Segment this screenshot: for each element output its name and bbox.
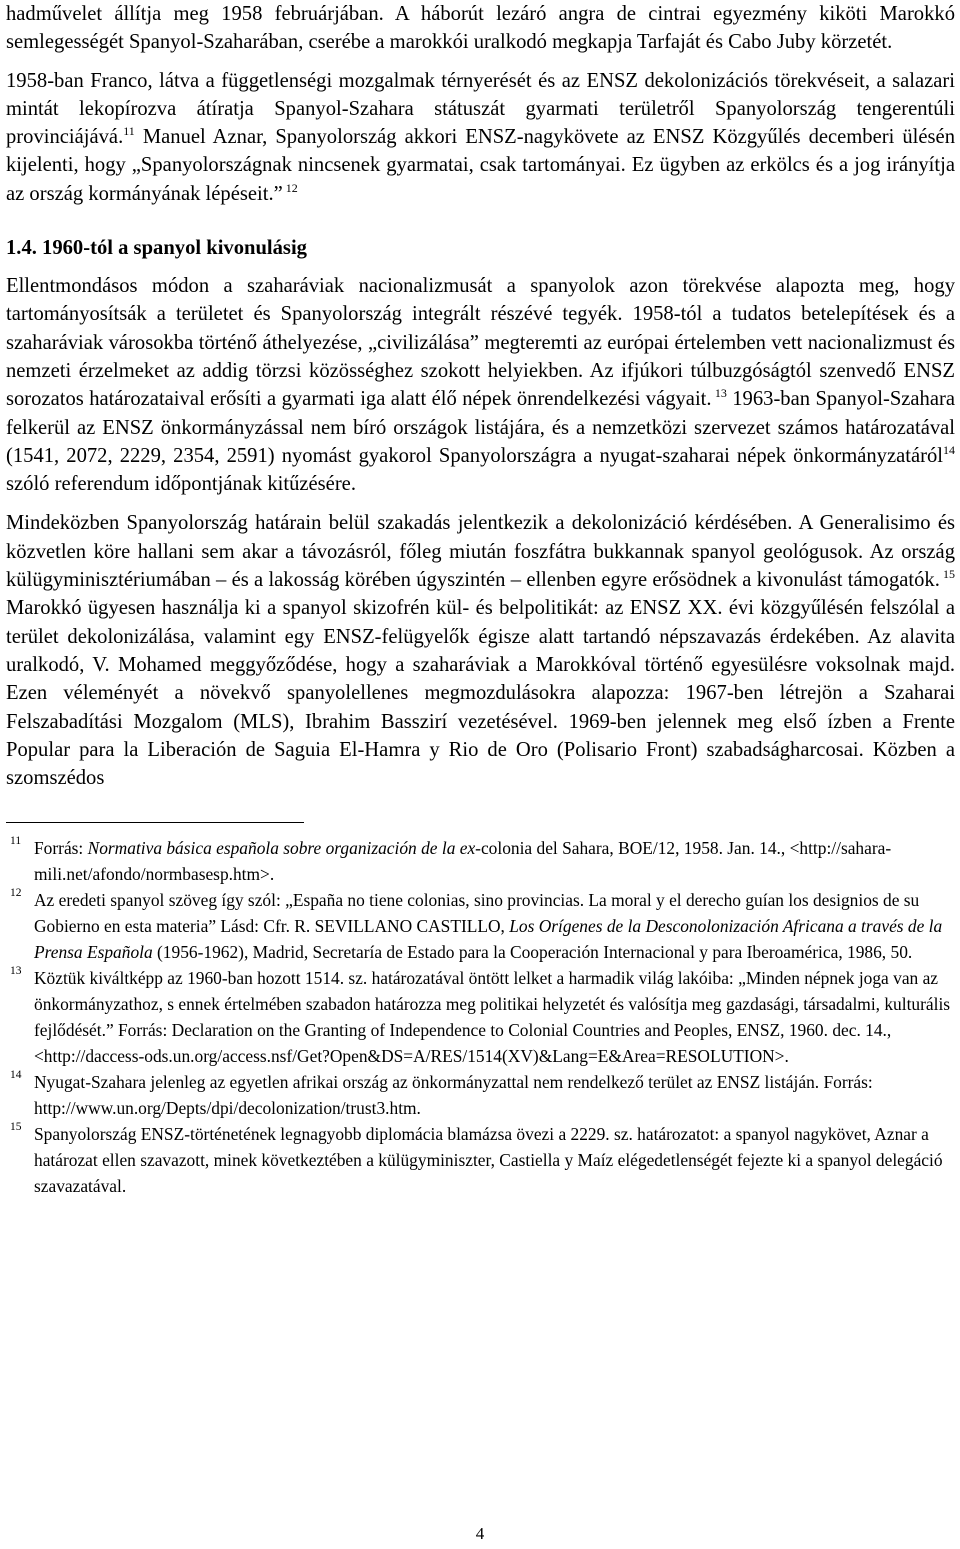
document-page [6,0,955,1199]
footnote-number: 13 [10,965,22,978]
footnote-text: Spanyolország ENSZ-történetének legnagyobb diplomácia blamázsa övezi a 2229. sz. határozatot: a spanyol nagykövet, Aznar a határozat ellen szavazott, minek következtében a külügyminiszter, Castiella y Maíz elégedetlenségét fejezte ki a spanyol delegáció szavazatával. [34,1124,943,1197]
paragraph-3 [6,272,955,498]
footnote-title: Los Orígenes de la Desconolonización Africana a través de la Prensa Española [34,916,943,963]
footnote-title: Normativa básica española sobre organización de la ex [87,838,476,859]
paragraph-4-text-b: Marokkó ügyesen használja ki a spanyol skizofrén kül- és belpolitikát: az ENSZ XX. évi közgyűlésén felszólal a terület dekolonizálása, valamint egy ENSZ-felügyelők égisze alatt tartandó népszavazás érdekében. Az alavita uralkodó, V. Mohamed meggyőződése, hogy a szaharáviak a Marokkóval történő egyesülésre voksolnak majd. Ezen véleményét a növekvő spanyolellenes megmozdulásokra alapozza: 1967-ben létrejön a Szaharai Felszabadítási Mozgalom (MLS), Ibrahim Basszirí vezetésével. 1969-ben jelennek meg első ízben a Frente Popular para la Liberación de Saguia El-Hamra y Rio de Oro (Polisario Front) szabadságharcosai. Közben a szomszédos [6,597,955,790]
footnote-number: 15 [10,1121,22,1134]
footnote-text: Nyugat-Szahara jelenleg az egyetlen afrikai ország az önkormányzattal nem rendelkező terület az ENSZ listáján. Forrás: http://www.un.org/Depts/dpi/decolonization/trust3.htm. [34,1072,873,1119]
paragraph-2 [6,67,955,208]
footnote-text: Az eredeti spanyol szöveg így szól: „España no tiene colonias, sino provincias. La moral y el derecho guían los designios de su Gobierno en esta materia” Lásd: Cfr. R. SEVILLANO CASTILLO, [34,890,920,937]
paragraph-2-text-a: 1958-ban Franco, látva a függetlenségi mozgalmak térnyerését és az ENSZ dekolonizációs törekvéseit, a salazari mintát lekopírozva átíratja Spanyol-Szahara státuszát gyarmati területről Spanyolország tengerentúli provinciájává. [6,69,955,149]
paragraph-3-text-b: 1963-ban Spanyol-Szahara felkerül az ENSZ önkormányzással nem bíró országok listájára, és a nemzetközi szervezet számos határozatával (1541, 2072, 2229, 2354, 2591) nyomást gyakorol Spanyolországra a nyugat-szaharai népek önkormányzatáról [6,388,955,467]
footnote-number: 12 [10,887,22,900]
footnote-14 [6,1069,955,1121]
footnote-text-rest: -colonia del Sahara, BOE/12, 1958. Jan. 14., <http://sahara-mili.net/afondo/normbasesp.htm>. [34,838,892,885]
footnote-ref-15[interactable]: 15 [939,567,955,582]
paragraph-1 [6,0,955,57]
footnote-ref-13[interactable]: 13 [711,386,727,401]
paragraph-4-text-a: Mindeközben Spanyolország határain belül szakadás jelentkezik a dekolonizáció kérdésében. A Generalisimo és közvetlen köre hallani sem akar a távozásról, főleg miután foszfátra bukkannak spanyol geológusok. Az ország külügyminisztériumában – és a lakosság körében úgyszintén – ellenben egyre erősödnek a kivonulást támogatók. [6,512,955,592]
footnote-text-rest: (1956-1962), Madrid, Secretaría de Estado para la Cooperación Internacional y para Iberoamérica, 1986, 50. [152,942,913,963]
footnote-ref-11[interactable]: 11 [123,124,135,139]
footnote-ref-12[interactable]: 12 [282,180,298,195]
page-number: 4 [475,1524,485,1543]
footnote-text: Köztük kiváltképp az 1960-ban hozott 1514. sz. határozatával öntött lelket a harmadik világ lakóiba: „Minden népnek joga van az önkormányzathoz, s ennek értelmében szabadon határozza meg politikai helyzetét és valósítja meg gazdasági, társadalmi, kulturális fejlődését.” Forrás: Declaration on the Granting of Independence to Colonial Countries and Peoples, ENSZ, 1960. dec. 14., <http://daccess-ods.un.org/access.nsf/Get?Open&DS=A/RES/1514(XV)&Lang=E&Area=RESOLUTION>. [34,968,951,1067]
footnote-separator [6,822,304,823]
section-heading: 1.4. 1960-tól a spanyol kivonulásig [6,237,307,260]
footnote-11 [6,835,955,887]
footnote-text: Forrás: [34,838,88,859]
footnote-number: 14 [10,1069,22,1082]
paragraph-3-text-c: szóló referendum időpontjának kitűzésére. [6,473,356,496]
paragraph-3-text-a: Ellentmondásos módon a szaharáviak nacionalizmusát a spanyolok azon törekvése alapozta meg, hogy tartományosítsák a területet és Spanyolország integrált részévé tegyék. 1958-tól a tudatos betelepítések és a szaharáviak városokba történő áthelyezése, „civilizálása” megteremti az európai értelemben vett nacionalizmust és nemzeti érzelmeket az addig törzsi közösséghez szokott helyiekben. Az ifjúkori túlbuzgóságtól szenvedő ENSZ sorozatos határozataival erősíti a gyarmati iga alatt élő népek önrendelkezési vágyait. [6,275,955,411]
footnote-12 [6,887,955,965]
paragraph-4 [6,509,955,792]
footnote-15 [6,1121,955,1199]
footnote-ref-14[interactable]: 14 [943,442,955,457]
paragraph-1-text: hadművelet állítja meg 1958 februárjában. A háborút lezáró angra de cintrai egyezmény kiköti Marokkó semlegességét Spanyol-Szaharában, cserébe a marokkói uralkodó megkapja Tarfaját és Cabo Juby körzetét. [6,3,955,54]
footnote-13 [6,965,955,1069]
footnote-number: 11 [10,835,22,848]
paragraph-2-text-b: Manuel Aznar, Spanyolország akkori ENSZ-nagykövete az ENSZ Közgyűlés decemberi ülésén kijelenti, hogy „Spanyolországnak nincsenek gyarmatai, csak tartományai. Ez ügyben az erkölcs és a jog irányítja az ország kormányának lépéseit.” [6,126,955,205]
